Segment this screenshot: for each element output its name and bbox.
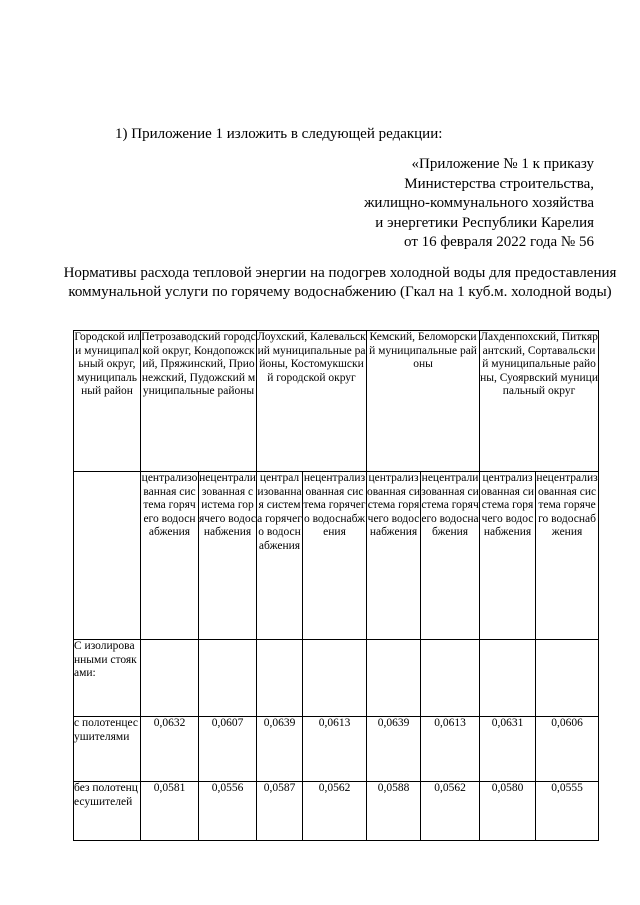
row-label: без полотенцесушителей	[74, 782, 141, 841]
subheader-cell: нецентрализованная система горячего водоснабжения	[421, 472, 480, 640]
empty-cell	[74, 472, 141, 640]
subheader-row	[74, 472, 599, 640]
subheader-cell: нецентрализованная система горячего водоснабжения	[199, 472, 257, 640]
value-cell: 0,0607	[199, 717, 257, 782]
table-row	[74, 717, 599, 782]
subheader-cell: нецентрализованная система горячего водоснабжения	[536, 472, 599, 640]
appendix-line: «Приложение № 1 к приказу	[411, 156, 594, 172]
value-cell: 0,0631	[480, 717, 536, 782]
value-cell: 0,0581	[141, 782, 199, 841]
value-cell: 0,0613	[303, 717, 367, 782]
intro-paragraph: 1) Приложение 1 изложить в следующей редакции:	[115, 126, 443, 142]
value-cell: 0,0588	[367, 782, 421, 841]
value-cell: 0,0555	[536, 782, 599, 841]
empty-cell	[421, 640, 480, 717]
empty-cell	[257, 640, 303, 717]
subheader-cell: централизованная система горячего водоснабжения	[141, 472, 199, 640]
appendix-line: от 16 февраля 2022 года № 56	[404, 234, 594, 250]
subheader-cell: централизованная система горячего водоснабжения	[480, 472, 536, 640]
value-cell: 0,0587	[257, 782, 303, 841]
value-cell: 0,0639	[367, 717, 421, 782]
subheader-cell: централизованная система горячего водоснабжения	[257, 472, 303, 640]
group-header: Лахденпохский, Питкярантский, Сортавальский муниципальные районы, Суоярвский муниципальный округ	[480, 331, 599, 472]
value-cell: 0,0639	[257, 717, 303, 782]
appendix-line: Министерства строительства,	[404, 175, 594, 192]
value-cell: 0,0606	[536, 717, 599, 782]
subheader-cell: нецентрализованная система горячего водоснабжения	[303, 472, 367, 640]
empty-cell	[536, 640, 599, 717]
value-cell: 0,0580	[480, 782, 536, 841]
appendix-line: и энергетики Республики Карелия	[375, 214, 594, 231]
section-row	[74, 640, 599, 717]
row-label: с полотенцесушителями	[74, 717, 141, 782]
group-header: Кемский, Беломорский муниципальные районы	[367, 331, 480, 472]
appendix-block	[294, 155, 594, 253]
table-row	[74, 782, 599, 841]
empty-cell	[141, 640, 199, 717]
empty-cell	[480, 640, 536, 717]
empty-cell	[303, 640, 367, 717]
subheader-cell: централизованная система горячего водоснабжения	[367, 472, 421, 640]
section-label: С изолированными стояками:	[74, 640, 141, 717]
appendix-line: жилищно-коммунального хозяйства	[364, 195, 594, 211]
document-title: Нормативы расхода тепловой энергии на подогрев холодной воды для предоставления коммунальной услуги по горячему водоснабжению (Гкал на 1 куб.м. холодной воды)	[63, 265, 617, 300]
empty-cell	[199, 640, 257, 717]
value-cell: 0,0632	[141, 717, 199, 782]
value-cell: 0,0556	[199, 782, 257, 841]
group-header: Лоухский, Калевальский муниципальные районы, Костомукшский городской округ	[257, 331, 367, 472]
value-cell: 0,0613	[421, 717, 480, 782]
value-cell: 0,0562	[303, 782, 367, 841]
empty-cell	[367, 640, 421, 717]
group-header: Петрозаводский городской округ, Кондопожский, Пряжинский, Прионежский, Пудожский муниципальные районы	[141, 331, 257, 472]
value-cell: 0,0562	[421, 782, 480, 841]
header-row	[74, 331, 599, 472]
corner-header: Городской или муниципальный округ, муниципальный район	[74, 331, 141, 472]
norms-table	[73, 330, 599, 841]
